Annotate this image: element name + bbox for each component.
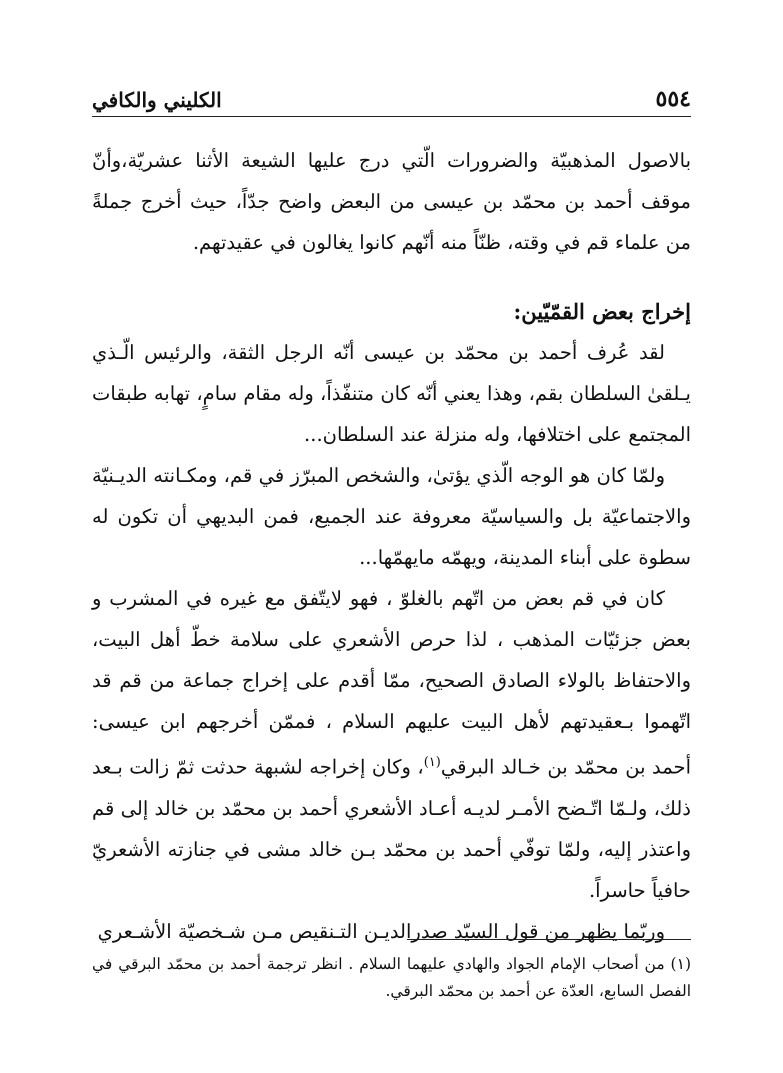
footnotes (92, 951, 691, 1005)
paragraph-5: وربّما يظهر من قول السيّد صدرالديـن التـنقيص مـن شـخصيّة الأشـعري (97, 919, 665, 943)
footnote-divider (407, 939, 691, 940)
paragraph-1: بالاصول المذهبيّة والضرورات الّتي درج عليها الشيعة الأثنا عشريّة،وأنّ موقف أحمد بن محمّد بن عيسى من البعض واضح جدّاً، حيث أخرج جملةً من علماء قم في وقته، ظنّاً منه أنّهم كانوا يغالون في عقيدتهم. (92, 149, 691, 254)
section-heading: إخراج بعض القمّيّين: (513, 299, 691, 324)
page-header (92, 74, 691, 117)
paragraph-3: ولمّا كان هو الوجه الّذي يؤتىٰ، والشخص المبرّز في قم، ومكـانته الديـنيّة والاجتماعيّة بل والسياسيّة معروفة عند الجميع، فمن البديهي أن تكون له سطوة على أبناء المدينة، ويهمّه مايهمّها... (92, 464, 691, 569)
footnote-1: (١) من أصحاب الإمام الجواد والهادي عليهما السلام . انظر ترجمة أحمد بن محمّد البرقي في الفصل السابع، العدّة عن أحمد بن محمّد البرقي. (92, 955, 691, 1000)
page-number: ٥٥٤ (655, 86, 691, 112)
paragraph-2: لقد عُرف أحمد بن محمّد بن عيسى أنّه الرجل الثقة، والرئيس الّـذي يـلقىٰ السلطان بقم، وهذا يعني أنّه كان متنفّذاً، وله مقام سامٍ، تهابه طبقات المجتمع على اختلافها، وله منزلة عند السلطان... (92, 341, 691, 446)
footnote-ref-1[interactable]: (١) (423, 755, 441, 770)
running-title: الكليني والكافي (92, 88, 222, 112)
paragraph-4-part-a: كان في قم بعض من اتّهم بالغلوّ ، فهو لايتّفق مع غيره في المشرب و بعض جزئيّات المذهب ، لذا حرص الأشعري على سلامة خطّ أهل البيت، والاحتفاظ بالولاء الصادق الصحيح، ممّا أقدم على إخراج جماعة من قم قد اتّهموا بـعقيدتهم لأهل البيت عليهم السلام ، فممّن أخرجهم ابن عيسى: أحمد بن محمّد بن خـالد البرقي (92, 587, 691, 779)
paragraph-4-part-b: ، وكان إخراجه لشبهة حدثت ثمّ زالت بـعد ذلك، ولـمّا اتّـضح الأمـر لديـه أعـاد الأشعري أحمد بن محمّد بن خالد إلى قم واعتذر إليه، ولمّا توفّي أحمد بن محمّد بـن خالد مشى في جنازته الأشعريّ حافياً حاسراً. (92, 755, 691, 902)
paragraph-4 (92, 578, 691, 911)
main-text (92, 140, 691, 952)
